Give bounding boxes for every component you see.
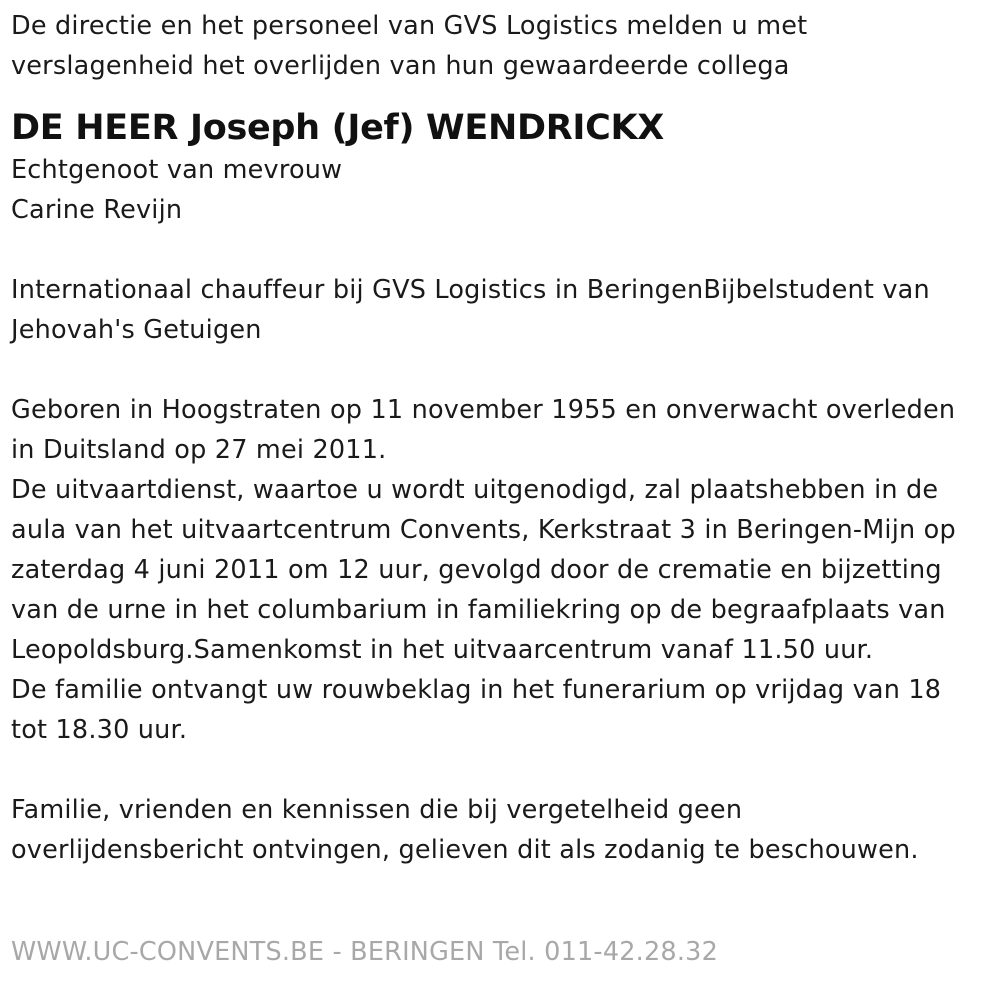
obituary-notice (11, 6, 991, 870)
occupation-line-2: Jehovah's Getuigen (11, 315, 262, 345)
deceased-name: DE HEER Joseph (Jef) WENDRICKX (11, 108, 664, 148)
intro-line-2: verslagenheid het overlijden van hun gewaardeerde collega (11, 51, 790, 81)
footer-contact: WWW.UC-CONVENTS.BE - BERINGEN Tel. 011-42.28.32 (11, 937, 718, 967)
spacer (11, 230, 991, 270)
details-line: aula van het uitvaartcentrum Convents, Kerkstraat 3 in Beringen-Mijn op (11, 515, 956, 545)
details-line: Geboren in Hoogstraten op 11 november 1955 en onverwacht overleden (11, 395, 956, 425)
spouse-line-2: Carine Revijn (11, 195, 183, 225)
closing-text (11, 790, 991, 870)
spacer (11, 750, 991, 790)
funeral-details (11, 390, 991, 750)
closing-line-2: overlijdensbericht ontvingen, gelieven dit als zodanig te beschouwen. (11, 835, 919, 865)
occupation-text (11, 270, 991, 350)
details-line: tot 18.30 uur. (11, 715, 188, 745)
closing-line-1: Familie, vrienden en kennissen die bij vergetelheid geen (11, 795, 743, 825)
intro-text (11, 6, 991, 86)
details-line: in Duitsland op 27 mei 2011. (11, 435, 387, 465)
details-line: De uitvaartdienst, waartoe u wordt uitgenodigd, zal plaatshebben in de (11, 475, 939, 505)
details-line: Leopoldsburg.Samenkomst in het uitvaarcentrum vanaf 11.50 uur. (11, 635, 874, 665)
spouse-line-1: Echtgenoot van mevrouw (11, 155, 343, 185)
spouse-text (11, 150, 991, 230)
details-line: De familie ontvangt uw rouwbeklag in het funerarium op vrijdag van 18 (11, 675, 942, 705)
occupation-line-1: Internationaal chauffeur bij GVS Logistics in BeringenBijbelstudent van (11, 275, 930, 305)
intro-line-1: De directie en het personeel van GVS Logistics melden u met (11, 11, 808, 41)
spacer (11, 350, 991, 390)
details-line: zaterdag 4 juni 2011 om 12 uur, gevolgd door de crematie en bijzetting (11, 555, 942, 585)
details-line: van de urne in het columbarium in familiekring op de begraafplaats van (11, 595, 946, 625)
